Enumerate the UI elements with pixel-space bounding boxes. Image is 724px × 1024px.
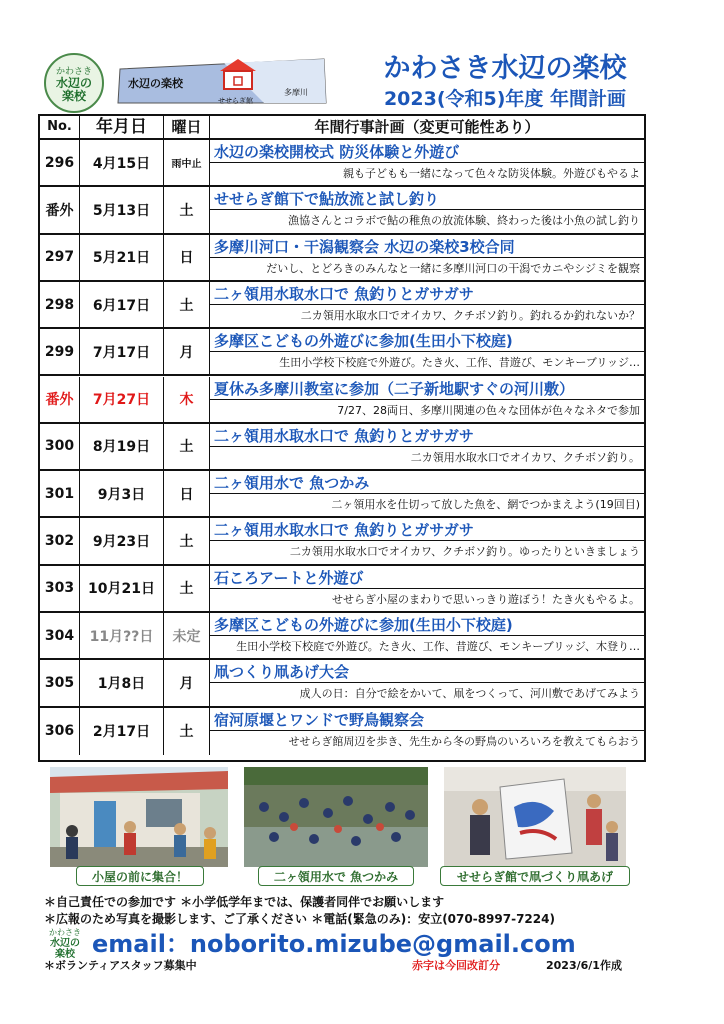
event-description: だいし、とどろきのみんなと一緒に多摩川河口の干潟でカニやシジミを観察 xyxy=(266,261,640,275)
revision-note: 赤字は今回改訂分 xyxy=(412,959,500,972)
row-day: 月 xyxy=(164,660,210,705)
event-description: 親も子どもも一緒になって色々な防災体験。外遊びもやるよ xyxy=(343,167,640,180)
email-contact[interactable]: email：noborito.mizube@gmail.com xyxy=(92,930,576,958)
banner-illustration xyxy=(114,55,328,107)
logo-small-text: かわさき xyxy=(55,66,92,77)
row-day: 未定 xyxy=(164,613,210,658)
row-event xyxy=(210,566,644,611)
row-event xyxy=(210,660,644,705)
row-event xyxy=(210,613,644,658)
event-description: 二ヶ領用水を仕切って放した魚を、網でつかまえよう(19回目) xyxy=(331,498,640,512)
photo-kite-making xyxy=(444,767,626,867)
event-title: 二ヶ領用水で 魚つかみ xyxy=(214,474,370,493)
banner-house-label: せせらぎ館 xyxy=(218,97,253,105)
row-date: 1月8日 xyxy=(80,660,164,705)
footer-note-1: ＊自己責任での参加です ＊小学低学年までは、保護者同伴でお願いします xyxy=(44,895,445,909)
event-divider xyxy=(210,540,644,541)
row-event xyxy=(210,518,644,563)
row-date: 5月13日 xyxy=(80,187,164,232)
row-day: 土 xyxy=(164,518,210,563)
event-title: 多摩区こどもの外遊びに参加(生田小下校庭) xyxy=(214,616,513,634)
event-title: 二ヶ領用水取水口で 魚釣りとガサガサ xyxy=(214,284,474,303)
row-no: 296 xyxy=(40,140,80,185)
event-divider xyxy=(210,209,644,210)
row-no: 300 xyxy=(40,424,80,469)
schedule-table xyxy=(38,114,646,762)
table-row xyxy=(40,613,644,660)
row-no: 297 xyxy=(40,235,80,280)
event-description: 生田小学校下校庭で外遊び。たき火、工作、昔遊び、モンキーブリッジ… xyxy=(279,356,640,370)
event-title: 多摩区こどもの外遊びに参加(生田小下校庭) xyxy=(214,332,513,351)
row-day: 土 xyxy=(164,187,210,232)
row-event xyxy=(210,329,644,374)
row-date: 10月21日 xyxy=(80,566,164,611)
row-no: 306 xyxy=(40,708,80,755)
photo-hut xyxy=(50,767,228,867)
footer-note-2: ＊広報のため写真を撮影します、ご了承ください ＊電話(緊急のみ)：安立(070-8997-7224) xyxy=(44,912,555,926)
banner-label: 水辺の楽校 xyxy=(128,77,183,90)
footer-logo-small: かわさき xyxy=(49,927,81,937)
photo-fish-catching xyxy=(244,767,428,867)
footer-logo-text-2: 楽校 xyxy=(55,948,75,960)
event-divider xyxy=(210,635,644,636)
row-day: 木 xyxy=(164,377,210,422)
page-subtitle: 2023(令和5)年度 年間計画 xyxy=(383,88,627,110)
table-row xyxy=(40,424,644,471)
row-day: 雨中止 xyxy=(164,140,210,185)
event-description: 漁協さんとコラボで鮎の稚魚の放流体験、終わった後は小魚の試し釣り xyxy=(288,214,640,228)
row-event xyxy=(210,187,644,232)
row-date: 2月17日 xyxy=(80,708,164,755)
event-divider xyxy=(210,682,644,683)
table-row xyxy=(40,282,644,329)
row-day: 土 xyxy=(164,566,210,611)
volunteer-note: ＊ボランティアスタッフ募集中 xyxy=(44,959,197,972)
row-day: 土 xyxy=(164,282,210,327)
row-date: 11月??日 xyxy=(80,613,164,658)
row-no: 305 xyxy=(40,660,80,705)
event-description: 成人の日：自分で絵をかいて、凧をつくって、河川敷であげてみよう xyxy=(299,687,640,701)
event-divider xyxy=(210,446,644,447)
event-divider xyxy=(210,162,644,163)
event-divider xyxy=(210,493,644,494)
table-row xyxy=(40,518,644,565)
event-divider xyxy=(210,399,644,400)
row-event xyxy=(210,708,644,755)
header-day: 曜日 xyxy=(164,116,210,138)
event-divider xyxy=(210,304,644,305)
row-date: 9月3日 xyxy=(80,471,164,516)
footer-logo xyxy=(44,928,86,958)
row-day: 土 xyxy=(164,708,210,755)
photo-caption-2: 二ヶ領用水で 魚つかみ xyxy=(258,866,414,886)
row-day: 月 xyxy=(164,329,210,374)
event-divider xyxy=(210,588,644,589)
row-date: 8月19日 xyxy=(80,424,164,469)
row-date: 7月17日 xyxy=(80,329,164,374)
footer-logo-text-1: 水辺の xyxy=(50,937,80,949)
event-divider xyxy=(210,351,644,352)
table-row xyxy=(40,708,644,755)
row-no: 304 xyxy=(40,613,80,658)
photo-caption-1: 小屋の前に集合！ xyxy=(76,866,204,886)
event-title: 多摩川河口・干潟観察会 水辺の楽校3校合同 xyxy=(214,237,515,256)
header-no: No. xyxy=(40,116,80,138)
row-event xyxy=(210,424,644,469)
row-date: 6月17日 xyxy=(80,282,164,327)
logo xyxy=(44,53,104,113)
event-title: 二ヶ領用水取水口で 魚釣りとガサガサ xyxy=(214,426,474,445)
event-title: 二ヶ領用水取水口で 魚釣りとガサガサ xyxy=(214,521,474,540)
row-no: 301 xyxy=(40,471,80,516)
logo-text-1: 水辺の xyxy=(55,75,92,90)
banner-river-label: 多摩川 xyxy=(284,88,308,97)
table-row xyxy=(40,329,644,376)
row-event xyxy=(210,377,644,422)
event-description: 二カ領用水取水口でオイカワ、クチボソ釣り。釣れるか釣れないか？ xyxy=(300,308,640,322)
table-header xyxy=(40,116,644,140)
table-row xyxy=(40,187,644,234)
header-event: 年間行事計画（変更可能性あり） xyxy=(314,118,540,136)
page-title: かわさき水辺の楽校 xyxy=(383,53,627,84)
table-row xyxy=(40,235,644,282)
event-divider xyxy=(210,257,644,258)
row-date: 7月27日 xyxy=(80,377,164,422)
photo-caption-3: せせらぎ館で凧づくり凧あげ xyxy=(440,866,630,886)
event-description: 二カ領用水取水口でオイカワ、クチボソ釣り。ゆったりといきましょう xyxy=(289,545,640,559)
event-title: せせらぎ館下で鮎放流と試し釣り xyxy=(214,190,440,209)
row-event xyxy=(210,282,644,327)
table-row xyxy=(40,660,644,707)
event-title: 宿河原堰とワンドで野鳥観察会 xyxy=(214,710,425,729)
row-date: 5月21日 xyxy=(80,235,164,280)
event-title: 凧つくり凧あげ大会 xyxy=(214,663,350,682)
row-no: 298 xyxy=(40,282,80,327)
event-description: 二カ領用水取水口でオイカワ、クチボソ釣り。 xyxy=(410,450,640,464)
row-event xyxy=(210,471,644,516)
event-title: 水辺の楽校開校式 防災体験と外遊び xyxy=(214,143,460,161)
row-day: 日 xyxy=(164,235,210,280)
row-no: 番外 xyxy=(40,377,80,422)
row-event xyxy=(210,235,644,280)
table-row xyxy=(40,140,644,187)
row-date: 9月23日 xyxy=(80,518,164,563)
created-date: 2023/6/1作成 xyxy=(546,959,622,972)
table-row xyxy=(40,566,644,613)
row-no: 299 xyxy=(40,329,80,374)
event-description: 生田小学校下校庭で外遊び。たき火、工作、昔遊び、モンキーブリッジ、木登り… xyxy=(236,640,640,653)
row-no: 302 xyxy=(40,518,80,563)
table-row xyxy=(40,471,644,518)
logo-text-2: 楽校 xyxy=(61,88,86,103)
header-date: 年月日 xyxy=(80,116,164,138)
event-description: せせらぎ小屋のまわりで思いっきり遊ぼう！たき火もやるよ。 xyxy=(332,592,640,606)
event-description: せせらぎ館周辺を歩き、先生から冬の野鳥のいろいろを教えてもらおう xyxy=(288,734,640,748)
event-title: 夏休み多摩川教室に参加（二子新地駅すぐの河川敷） xyxy=(214,379,575,398)
row-no: 番外 xyxy=(40,187,80,232)
table-row xyxy=(40,377,644,424)
row-event xyxy=(210,140,644,185)
event-title: 石ころアートと外遊び xyxy=(214,568,364,587)
row-no: 303 xyxy=(40,566,80,611)
row-day: 土 xyxy=(164,424,210,469)
row-date: 4月15日 xyxy=(80,140,164,185)
event-description: 7/27、28両日、多摩川関連の色々な団体が色々なネタで参加 xyxy=(337,403,640,417)
event-divider xyxy=(210,730,644,731)
row-day: 日 xyxy=(164,471,210,516)
